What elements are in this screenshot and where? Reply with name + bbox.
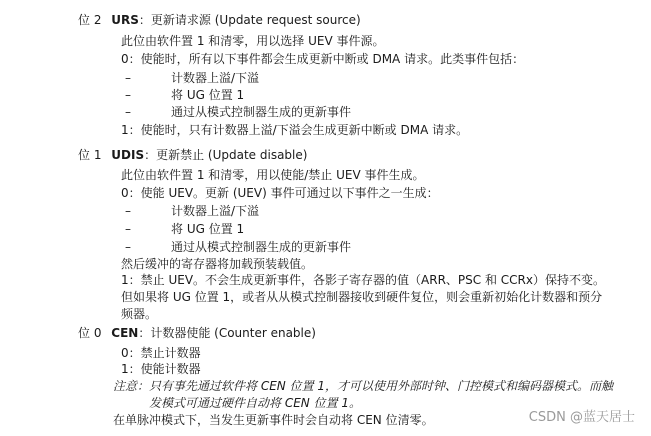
bit1-desc: 此位由软件置 1 和清零，用以使能/禁止 UEV 事件生成。 (121, 168, 425, 182)
bit1-opt1-line-1: 1：禁止 UEV。不会生成更新事件，各影子寄存器的值（ARR、PSC 和 CCRx）保持不变。 (121, 273, 605, 287)
bullet-dash: – (125, 71, 131, 85)
bit1-bullet-2: 将 UG 位置 1 (171, 222, 245, 236)
bit2-bullet-2: 将 UG 位置 1 (171, 88, 245, 102)
bit2-opt1: 1：使能时，只有计数器上溢/下溢会生成更新中断或 DMA 请求。 (121, 123, 469, 137)
bit1-opt0: 0：使能 UEV。更新 (UEV) 事件可通过以下事件之一生成： (121, 186, 439, 200)
bit1-opt1-line-2: 但如果将 UG 位置 1，或者从从模式控制器接收到硬件复位，则会重新初始化计数器和预分 (121, 290, 603, 304)
bit0-footer: 在单脉冲模式下，当发生更新事件时会自动将 CEN 位清零。 (113, 413, 434, 427)
bullet-dash: – (125, 88, 131, 102)
bit2-name: URS (111, 13, 139, 27)
bit1-title: ：更新禁止 (Update disable) (144, 148, 308, 162)
bit2-label: 位 2 (78, 13, 102, 27)
bit2-desc: 此位由软件置 1 和清零，用以选择 UEV 事件源。 (121, 34, 385, 48)
bit0-label: 位 0 (78, 326, 102, 340)
bit2-bullet-1: 计数器上溢/下溢 (171, 71, 260, 85)
csdn-watermark: CSDN @蓝天居士 (528, 410, 635, 425)
bit2-opt0: 0：使能时，所有以下事件都会生成更新中断或 DMA 请求。此类事件包括： (121, 52, 525, 66)
bullet-dash: – (125, 105, 131, 119)
bullet-dash: – (125, 204, 131, 218)
bit0-name: CEN (111, 326, 139, 340)
bit1-header (78, 148, 307, 162)
bit1-bullet-3: 通过从模式控制器生成的更新事件 (171, 240, 352, 254)
bit1-name: UDIS (111, 148, 145, 162)
bit0-opt1: 1：使能计数器 (121, 362, 201, 376)
bit2-title: ：更新请求源 (Update request source) (138, 13, 361, 27)
bullet-dash: – (125, 240, 131, 254)
bit2-header (78, 13, 361, 27)
bit0-opt0: 0：禁止计数器 (121, 346, 201, 360)
bit1-bullet-1: 计数器上溢/下溢 (171, 204, 260, 218)
bit1-after: 然后缓冲的寄存器将加载预装载值。 (121, 257, 314, 271)
bit0-title: ：计数器使能 (Counter enable) (138, 326, 316, 340)
bit2-bullet-3: 通过从模式控制器生成的更新事件 (171, 105, 352, 119)
bit0-note-line-1: 注意：只有事先通过软件将 CEN 位置 1，才可以使用外部时钟、门控模式和编码器模式。而触 (113, 379, 614, 393)
bit1-opt1-line-3: 频器。 (121, 307, 158, 321)
bit1-label: 位 1 (78, 148, 102, 162)
bullet-dash: – (125, 222, 131, 236)
bit0-header (78, 326, 316, 340)
bit0-note-line-2: 发模式可通过硬件自动将 CEN 位置 1。 (149, 396, 362, 410)
